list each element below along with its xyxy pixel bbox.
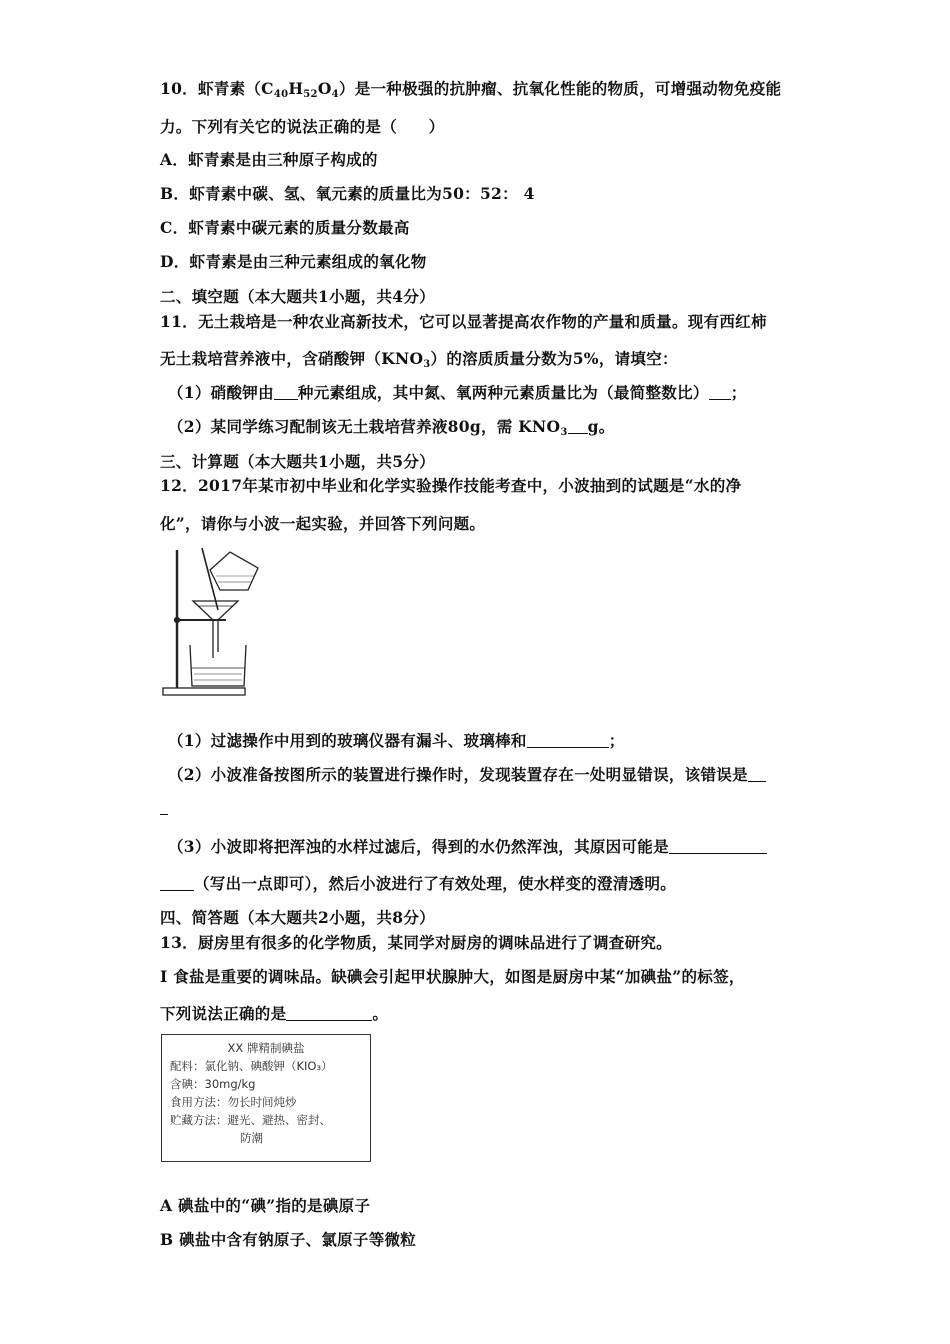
q12-part3: （3）小波即将把浑浊的水样过滤后，得到的水仍然浑浊，其原因可能是 <box>168 835 767 857</box>
q11-part1: （1）硝酸钾由 种元素组成，其中氮、氧两种元素质量比为（最简整数比） ； <box>168 383 747 402</box>
answer-blank[interactable] <box>274 385 298 400</box>
q12-stem-line2: 化”，请你与小波一起实验，并回答下列问题。 <box>160 514 486 533</box>
q13-option-b: B 碘盐中含有钠原子、氯原子等微粒 <box>160 1230 417 1249</box>
q10-option-d: D．虾青素是由三种元素组成的氧化物 <box>160 252 427 271</box>
q12-stem-line1: 12．2017年某市初中毕业和化学实验操作技能考查中，小波抽到的试题是“水的净 <box>160 476 742 495</box>
answer-blank[interactable] <box>568 419 588 434</box>
funnel-stem <box>213 620 218 658</box>
q10-stem-line1: 10．虾青素$(C_{40}H_{52}O_4)$是一种极强的抗肿瘤、抗氧化性能的物质，可增强动物免疫能 <box>160 79 782 100</box>
salt-label-storage: 贮藏方法：避光、避热、密封、 <box>170 1113 331 1127</box>
answer-blank[interactable] <box>160 876 194 891</box>
q11-stem-line1: 11．无土栽培是一种农业高新技术，它可以显著提高农作物的产量和质量。现有西红柿 <box>160 312 767 331</box>
q13-part1-line2: 下列说法正确的是 。 <box>160 1004 389 1023</box>
filtration-apparatus-figure <box>160 546 266 698</box>
q10-stem-line2: 力。下列有关它的说法正确的是（ ） <box>160 117 445 136</box>
q13-part1-line1: Ⅰ 食盐是重要的调味品。缺碘会引起甲状腺肿大，如图是厨房中某“加碘盐”的标签， <box>160 967 745 986</box>
salt-label-usage: 食用方法：勿长时间炖炒 <box>170 1095 297 1109</box>
section2-heading: 二、填空题（本大题共1小题，共4分） <box>160 287 435 306</box>
salt-label <box>161 1034 371 1162</box>
salt-label-ingredients: 配料：氯化钠、碘酸钾（KIO₃） <box>170 1059 333 1073</box>
q10-option-b: B．虾青素中碳、氢、氧元素的质量比为50：52： 4 <box>160 184 535 203</box>
stand-base <box>163 688 245 695</box>
answer-blank[interactable] <box>669 839 767 854</box>
q12-part2: （2）小波准备按图所示的装置进行操作时，发现装置存在一处明显错误，该错误是 <box>168 763 766 785</box>
q10-option-c: C．虾青素中碳元素的质量分数最高 <box>160 218 410 237</box>
answer-blank[interactable] <box>286 1006 372 1021</box>
q12-part2-blank-cont <box>160 798 168 817</box>
answer-blank[interactable] <box>709 385 731 400</box>
q13-stem-line1: 13．厨房里有很多的化学物质，某同学对厨房的调味品进行了调查研究。 <box>160 933 672 952</box>
answer-blank[interactable] <box>160 800 168 815</box>
q10-option-a: A．虾青素是由三种原子构成的 <box>160 150 378 169</box>
funnel <box>193 601 238 620</box>
q12-part1: （1）过滤操作中用到的玻璃仪器有漏斗、玻璃棒和 ； <box>168 731 625 750</box>
q11-stem-line2: 无土栽培营养液中，含硝酸钾$(KNO_3)$的溶质质量分数为5%，请填空： <box>160 349 678 370</box>
q12-part3-cont: （写出一点即可），然后小波进行了有效处理，使水样变的澄清透明。 <box>160 872 676 894</box>
salt-label-iodine: 含碘：30mg/kg <box>170 1077 256 1091</box>
salt-label-storage-cont: 防潮 <box>240 1131 263 1145</box>
q11-part2: （2）某同学练习配制该无土栽培营养液80g，需 $KNO_3$ g。 <box>168 417 615 438</box>
section4-heading: 四、简答题（本大题共2小题，共8分） <box>160 908 435 927</box>
section3-heading: 三、计算题（本大题共1小题，共5分） <box>160 452 435 471</box>
q13-option-a: A 碘盐中的“碘”指的是碘原子 <box>160 1196 371 1215</box>
answer-blank[interactable] <box>527 733 609 748</box>
answer-blank[interactable] <box>748 767 766 782</box>
salt-label-title: XX 牌精制碘盐 <box>227 1041 305 1055</box>
pouring-beaker <box>210 552 258 590</box>
